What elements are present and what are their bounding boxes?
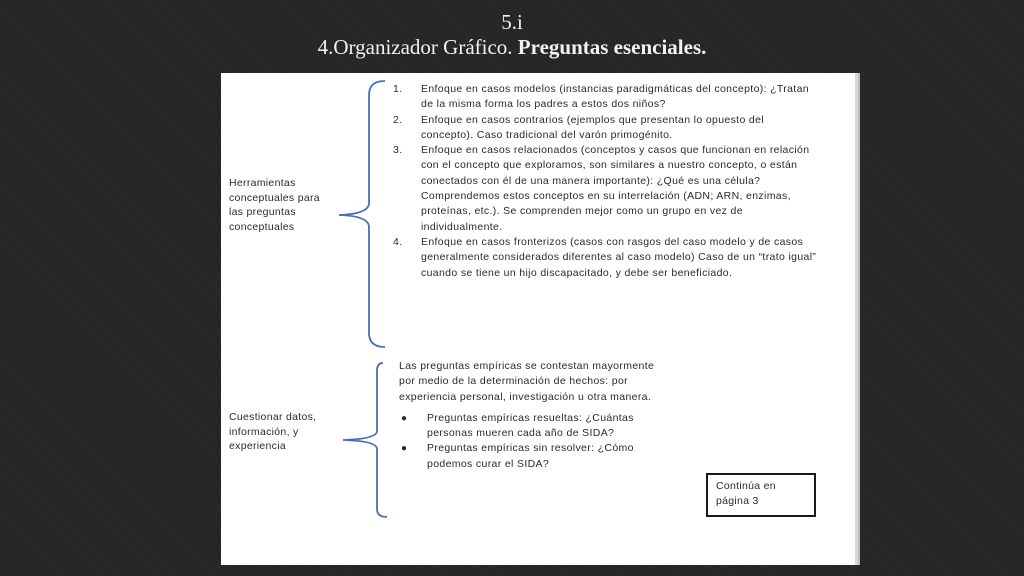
- section1-label: Herramientas conceptuales para las preguntas conceptuales: [229, 177, 320, 233]
- slide-title: [0, 10, 1024, 60]
- item-number: 2.: [393, 113, 403, 126]
- section2-intro: Las preguntas empíricas se contestan mayormente por medio de la determinación de hechos: por experiencia personal, investigación u otra manera.: [399, 360, 655, 403]
- list-item: [393, 143, 819, 235]
- continue-note: Continúa en página 3: [716, 480, 776, 507]
- bullet-icon: ●: [401, 412, 408, 424]
- item-text: Enfoque en casos contrarios (ejemplos que presentan lo opuesto del concepto). Caso tradicional del varón primogénito.: [421, 113, 764, 141]
- section1-list: [393, 82, 819, 281]
- bullet-text: Preguntas empíricas sin resolver: ¿Cómo podemos curar el SIDA?: [427, 442, 634, 470]
- section1-brace: [335, 79, 395, 349]
- item-text: Enfoque en casos relacionados (conceptos y casos que funcionan en relación con el concepto que exploramos, son similares a nuestro concepto, o están conectados con él de una manera importante): ¿Qué es una célula? Comprendemos estos conceptos en su interrelación (ADN; ARN, enzimas, proteínas, etc.). Se comprenden mejor como un grupo en vez de individualmente.: [421, 144, 810, 233]
- slide-title-line1: 5.i: [501, 10, 523, 34]
- section2-body: [399, 359, 669, 472]
- slide-title-bold: Preguntas esenciales.: [517, 35, 707, 59]
- slide-title-prefix: 4.Organizador Gráfico.: [317, 35, 518, 59]
- item-number: 3.: [393, 144, 403, 157]
- item-text: Enfoque en casos modelos (instancias paradigmáticas del concepto): ¿Tratan de la misma forma los padres a estos dos niños?: [421, 83, 809, 111]
- item-number: 1.: [393, 83, 403, 95]
- list-item: [393, 235, 819, 281]
- list-item: [393, 82, 819, 113]
- item-text: Enfoque en casos fronterizos (casos con rasgos del caso modelo y de casos generalmente considerados diferentes al caso modelo) Caso de un “trato igual” cuando se tiene un hijo discapacitado, y debe ser beneficiado.: [421, 235, 817, 279]
- continue-note-box: [706, 473, 816, 517]
- list-item: [399, 411, 669, 442]
- section2-brace: [339, 361, 389, 521]
- document-image: [221, 73, 855, 565]
- list-item: [393, 113, 819, 144]
- section2-label: Cuestionar datos, información, y experiencia: [229, 411, 317, 452]
- bullet-text: Preguntas empíricas resueltas: ¿Cuántas personas mueren cada año de SIDA?: [427, 411, 634, 440]
- slide-title-line2: [0, 35, 1024, 60]
- list-item: [399, 441, 669, 472]
- item-number: 4.: [393, 235, 403, 248]
- bullet-icon: ●: [401, 443, 408, 455]
